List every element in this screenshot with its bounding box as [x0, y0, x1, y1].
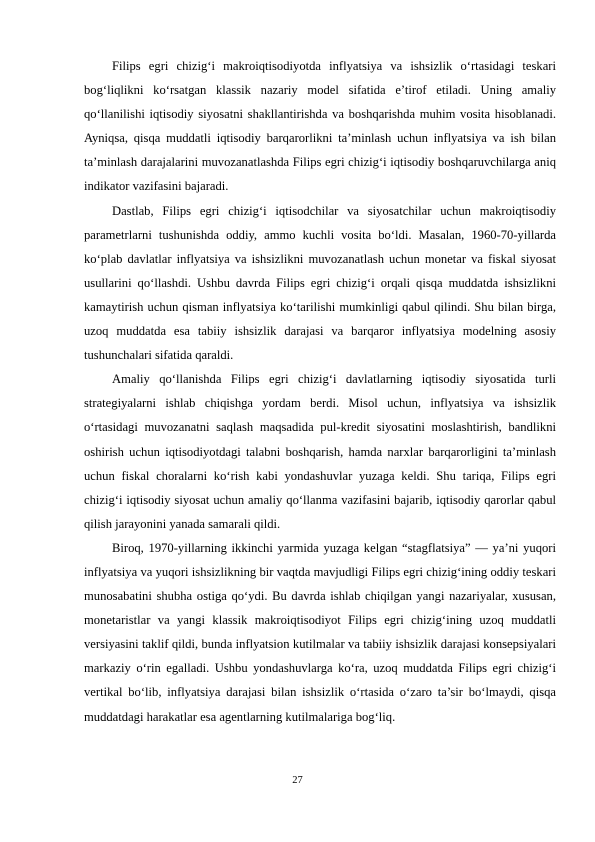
document-body: [84, 54, 556, 729]
page-number: 27: [292, 775, 303, 786]
paragraph-practical-application: Amaliy qo‘llanishda Filips egri chizig‘i davlatlarning iqtisodiy siyosatida turli strategiyalarni ishlab chiqishga yordam berdi. Misol uchun, inflyatsiya va ishsizlik o‘rtasidagi muvozanatni saqlash maqsadida pul-kredit siyosatini moslashtirish, bandlikni oshirish uchun iqtisodiyotdagi talabni boshqarish, hamda narxlar barqarorligini ta’minlash uchun fiskal choralarni ko‘rish kabi yondashuvlar yuzaga keldi. Shu tariqa, Filips egri chizig‘i iqtisodiy siyosat uchun amaliy qo‘llanma vazifasini bajarib, iqtisodiy qarorlar qabul qilish jarayonini yanada samarali qildi.: [84, 372, 556, 531]
paragraph-phillips-curve-intro: Filips egri chizig‘i makroiqtisodiyotda inflyatsiya va ishsizlik o‘rtasidagi teskari bog‘liqlikni ko‘rsatgan klassik nazariy model sifatida e’tirof etiladi. Uning amaliy qo‘llanilishi iqtisodiy siyosatni shakllantirishda va boshqarishda muhim vosita hisoblanadi. Ayniqsa, qisqa muddatli iqtisodiy barqarorlikni ta’minlash uchun inflyatsiya va ish bilan ta’minlash darajalarini muvozanatlashda Filips egri chizig‘i iqtisodiy boshqaruvchilarga aniq indikator vazifasini bajaradi.: [84, 59, 556, 194]
paragraph-stagflation: Biroq, 1970-yillarning ikkinchi yarmida yuzaga kelgan “stagflatsiya” — ya’ni yuqori inflyatsiya va yuqori ishsizlikning bir vaqtda mavjudligi Filips egri chizig‘ining oddiy teskari munosabatini shubha ostiga qo‘ydi. Bu davrda ishlab chiqilgan yangi nazariyalar, xususan, monetaristlar va yangi klassik makroiqtisodiyot Filips egri chizig‘ining uzoq muddatli versiyasini taklif qildi, bunda inflyatsion kutilmalar va tabiiy ishsizlik darajasi konsepsiyalari markaziy o‘rin egalladi. Ushbu yondashuvlarga ko‘ra, uzoq muddatda Filips egri chizig‘i vertikal bo‘lib, inflyatsiya darajasi bilan ishsizlik o‘rtasida o‘zaro ta’sir bo‘lmaydi, qisqa muddatdagi harakatlar esa agentlarning kutilmalariga bog‘liq.: [84, 540, 556, 724]
paragraph-early-use: Dastlab, Filips egri chizig‘i iqtisodchilar va siyosatchilar uchun makroiqtisodiy parametrlarni tushunishda oddiy, ammo kuchli vosita bo‘ldi. Masalan, 1960-70-yillarda ko‘plab davlatlar inflyatsiya va ishsizlikni muvozanatlash uchun monetar va fiskal siyosat usullarini qo‘llashdi. Ushbu davrda Filips egri chizig‘i orqali qisqa muddatda ishsizlikni kamaytirish uchun qisman inflyatsiya ko‘tarilishi mumkinligi qabul qilindi. Shu bilan birga, uzoq muddatda esa tabiiy ishsizlik darajasi va barqaror inflyatsiya modelning asosiy tushunchalari sifatida qaraldi.: [84, 203, 556, 363]
